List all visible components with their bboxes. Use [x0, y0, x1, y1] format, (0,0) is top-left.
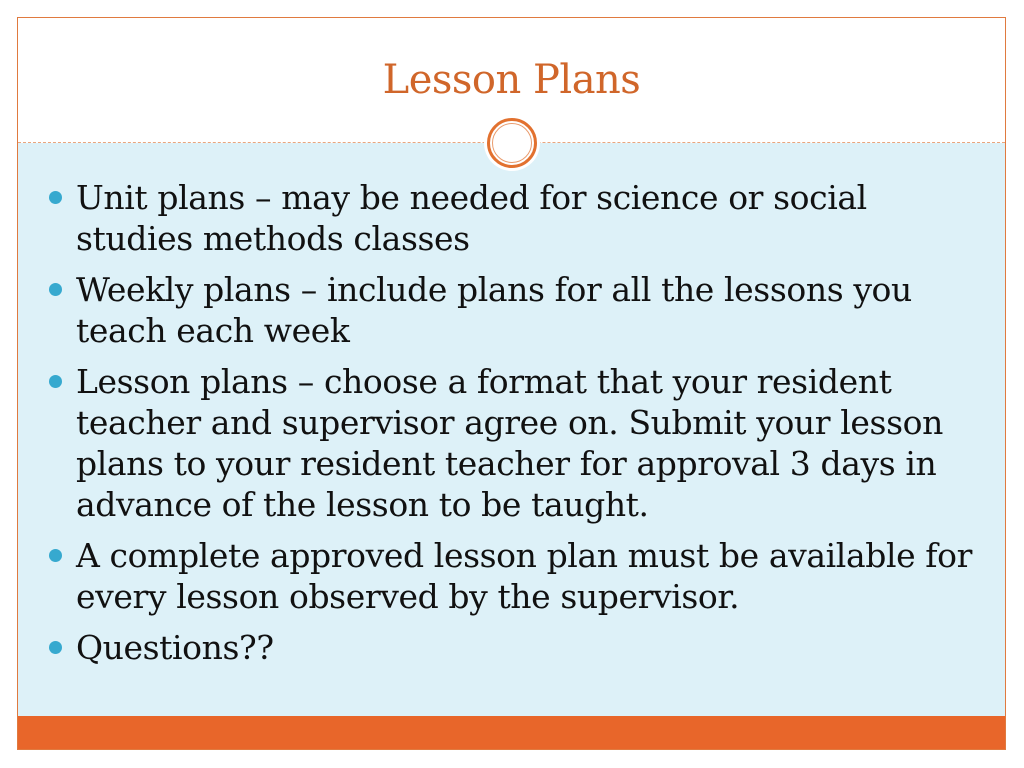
slide	[17, 17, 1006, 750]
bullet-icon	[49, 191, 62, 204]
bullet-list	[32, 177, 982, 678]
bullet-item-questions	[32, 627, 982, 668]
bullet-icon	[49, 641, 62, 654]
bullet-icon	[49, 283, 62, 296]
divider-ornament-inner-circle	[492, 123, 532, 163]
bullet-icon	[49, 549, 62, 562]
bullet-text: A complete approved lesson plan must be available for every lesson observed by the supervisor.	[76, 536, 972, 616]
bullet-icon	[49, 375, 62, 388]
slide-title: Lesson Plans	[382, 57, 641, 103]
footer-accent-bar	[18, 716, 1005, 750]
bullet-item-lesson-plans	[32, 361, 982, 525]
bullet-text: Lesson plans – choose a format that your resident teacher and supervisor agree on. Submit your lesson plans to your resident teacher for approval 3 days in advance of the lesson to be taught.	[76, 362, 943, 524]
bullet-item-approved-plan	[32, 535, 982, 617]
bullet-text: Questions??	[76, 628, 274, 667]
bullet-item-weekly-plans	[32, 269, 982, 351]
bullet-item-unit-plans	[32, 177, 982, 259]
bullet-text: Weekly plans – include plans for all the lessons you teach each week	[76, 270, 912, 350]
bullet-text: Unit plans – may be needed for science or social studies methods classes	[76, 178, 867, 258]
